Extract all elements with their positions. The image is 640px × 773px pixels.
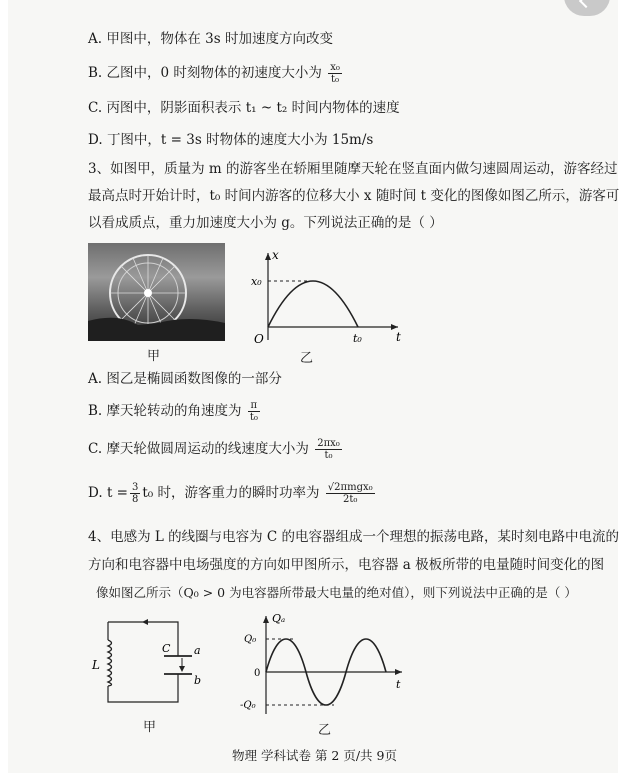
q2-option-c: C. 丙图中，阴影面积表示 t₁ ~ t₂ 时间内物体的速度 [88,100,400,116]
q-axis-label: Qₐ [272,612,286,625]
q2-option-d: D. 丁图中，t = 3s 时物体的速度大小为 15m/s [88,132,374,148]
q-axis-arrow [263,616,269,623]
x-axis-label: t [396,330,401,344]
displacement-curve [268,281,358,327]
page-footer: 物理 学科试卷 第 2 页/共 9页 [232,748,397,763]
fraction: $\frac{3}{8}$ [131,482,139,505]
q3-displacement-graph [248,245,408,345]
y-axis-label: x [272,248,279,262]
y-axis-arrow [265,253,271,260]
ferris-wheel-drawing [88,243,225,341]
fraction: $\frac{\pi}{\text{t₀}}$ [249,400,258,423]
q4-stem-line3: 像如图乙所示（Q₀ > 0 为电容器所带最大电量的绝对值），则下列说法中正确的是（ ） [96,585,577,600]
q3-fig-caption-right: 乙 [300,351,314,366]
end-time-label: t₀ [353,332,362,345]
circuit-bottom-wire [108,622,178,702]
q2-option-a: A. 甲图中，物体在 3s 时加速度方向改变 [88,31,333,47]
capacitor-label: C [162,642,171,655]
inductor-label: L [92,658,100,672]
q4-stem-line1: 4、电感为 L 的线圈与电容为 C 的电容器组成一个理想的振荡电路，某时刻电路中电流的 [88,529,620,545]
q4-fig-caption-right: 乙 [318,723,332,738]
q3-option-c: C. 摩天轮做圆周运动的线速度大小为 $\frac{\text{2πx₀}}{\text{t₀}}$ [88,438,340,461]
q0-label: Q₀ [244,634,257,645]
neg-q0-label: -Q₀ [240,700,256,711]
t-axis-label: t [396,678,401,691]
ferris-wheel-photo [88,243,225,341]
q3-stem-line1: 3、如图甲，质量为 m 的游客坐在轿厢里随摩天轮在竖直面内做匀速圆周运动，游客经过 [88,161,618,177]
q4-fig-caption-left: 甲 [143,720,157,735]
q3-option-b: B. 摩天轮转动的角速度为 $\frac{\pi}{\text{t₀}}$ [88,400,258,423]
q3-fig-caption-left: 甲 [147,349,161,364]
q4-charge-graph [236,610,416,718]
origin-label: O [254,332,264,345]
fraction: $\frac{\text{x₀}}{\text{t₀}}$ [330,62,340,85]
q4-lc-circuit [90,612,210,732]
q2-option-b: B. 乙图中，0 时刻物体的初速度大小为 $\frac{\text{x₀}}{\text{t₀}}$ [88,62,340,85]
current-arrow [142,619,148,625]
field-arrow-head [179,666,185,672]
q4-stem-line2: 方向和电容器中电场强度的方向如甲图所示，电容器 a 极板所带的电量随时间变化的图 [88,557,605,573]
t-axis-arrow [395,669,402,675]
plate-b-label: b [194,674,202,687]
fraction: $\frac{\text{√2πmgx₀}}{\text{2t₀}}$ [327,482,373,505]
q3-option-a: A. 图乙是椭圆函数图像的一部分 [88,371,282,387]
q3-stem-line2: 最高点时开始计时，t₀ 时间内游客的位移大小 x 随时间 t 变化的图像如图乙所示，游客可 [88,188,620,204]
plate-a-label: a [194,644,201,657]
fraction: $\frac{\text{2πx₀}}{\text{t₀}}$ [317,438,340,461]
zero-label: 0 [254,668,261,679]
q3-option-d: D. t = $\frac{3}{8}$ t₀ 时，游客重力的瞬时功率为 $\frac{\text{√2πmgx₀}}{\text{2t₀}}$ [88,482,373,505]
inductor-gap [102,640,114,686]
q3-stem-line3: 以看成质点，重力加速度大小为 g。下列说法正确的是（ ） [88,215,443,231]
peak-label: x₀ [251,275,262,288]
